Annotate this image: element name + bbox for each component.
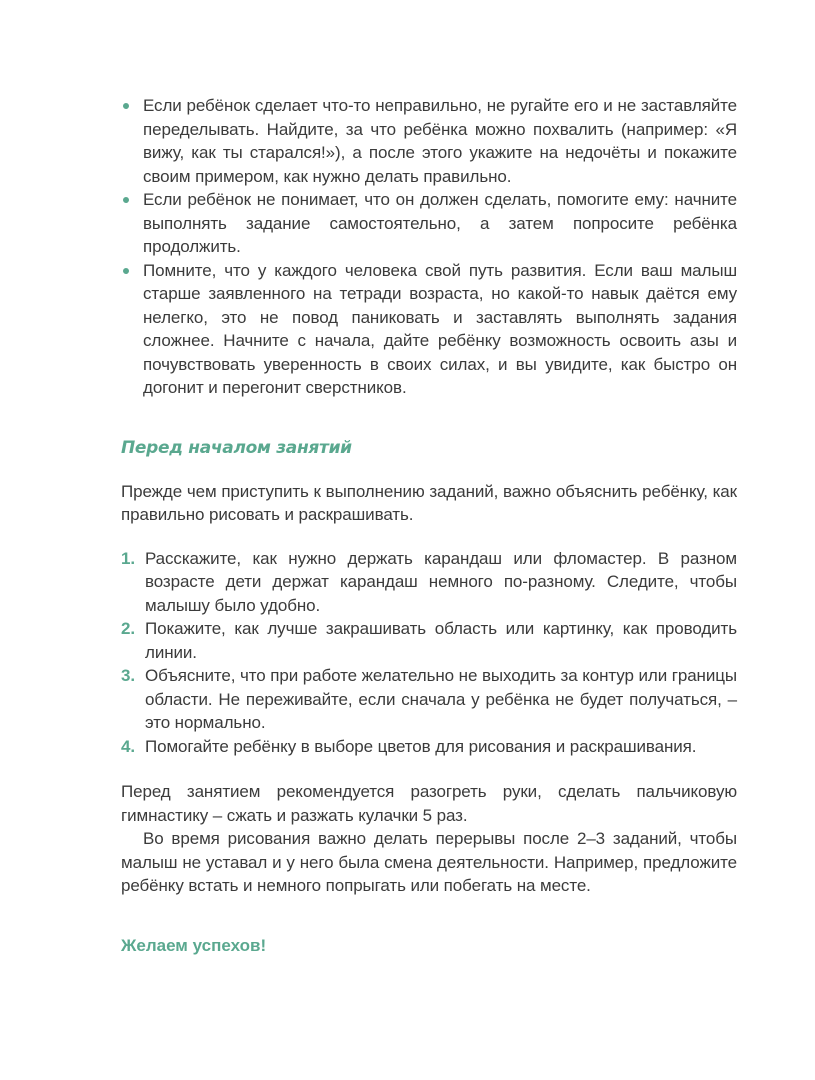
warmup-paragraph: Перед занятием рекомендуется разогреть руки, сделать пальчиковую гимнастику – сжать и разжать кулачки 5 раз. — [121, 782, 737, 825]
step-text: Покажите, как лучше закрашивать область или картинку, как проводить линии. — [145, 619, 737, 662]
tips-list — [121, 94, 737, 400]
step-number: 3. — [121, 666, 135, 685]
step-text: Помогайте ребёнку в выборе цветов для рисования и раскрашивания. — [145, 736, 697, 756]
tip-item — [121, 94, 737, 188]
tip-text: Если ребёнок не понимает, что он должен сделать, помогите ему: начните выполнять задание самостоятельно, а затем попросите ребёнка продолжить. — [143, 190, 737, 256]
step-item — [121, 664, 737, 735]
tip-text: Если ребёнок сделает что-то неправильно, не ругайте его и не заставляйте переделывать. Найдите, за что ребёнка можно похвалить (например: «Я вижу, как ты старался!»), а после этого укажите на недочёты и покажите своим примером, как нужно делать правильно. — [143, 96, 737, 186]
bullet-dot-icon — [123, 103, 129, 109]
section-intro: Прежде чем приступить к выполнению заданий, важно объяснить ребёнку, как правильно рисовать и раскрашивать. — [121, 481, 737, 524]
step-text: Расскажите, как нужно держать карандаш или фломастер. В разном возрасте дети держат карандаш немного по-разному. Следите, чтобы малышу было удобно. — [145, 548, 737, 615]
tip-text: Помните, что у каждого человека свой путь развития. Если ваш малыш старше заявленного на тетради возраста, но какой-то навык даётся ему нелегко, это не повод паниковать и заставлять выполнять задания сложнее. Начните с начала, дайте ребёнку возможность освоить азы и почувствовать уверенность в своих силах, и вы увидите, как быстро он догонит и перегонит сверстников. — [143, 260, 737, 397]
step-item — [121, 547, 737, 618]
bullet-dot-icon — [123, 268, 129, 274]
breaks-paragraph: Во время рисования важно делать перерывы после 2–3 заданий, чтобы малыш не уставал и у него была смена деятельности. Например, предложите ребёнку встать и немного попрыгать или побегать на месте. — [121, 829, 737, 895]
section-heading: Перед началом занятий — [121, 437, 352, 458]
closing-wish: Желаем успехов! — [121, 935, 267, 955]
step-number: 1. — [121, 548, 135, 568]
step-number: 2. — [121, 619, 135, 638]
step-item — [121, 617, 737, 664]
tip-item — [121, 259, 737, 400]
step-number: 4. — [121, 736, 135, 756]
steps-list — [121, 547, 737, 759]
step-item — [121, 735, 737, 759]
step-text: Объясните, что при работе желательно не выходить за контур или границы области. Не переживайте, если сначала у ребёнка не будет получаться, – это нормально. — [145, 666, 737, 732]
tip-item — [121, 188, 737, 259]
document-page — [121, 94, 737, 958]
bullet-dot-icon — [123, 197, 129, 203]
